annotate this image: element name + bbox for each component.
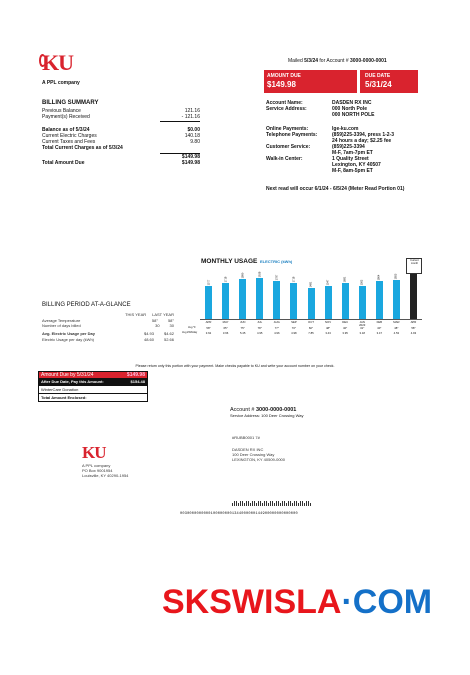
amount-due-label: AMOUNT DUE (267, 73, 301, 79)
mailed-label: Mailed (288, 58, 303, 64)
mail-code: #RUBB0001 7# (232, 435, 260, 440)
barcode-bar (270, 501, 271, 506)
watermark (162, 584, 432, 620)
billing-summary (42, 100, 200, 166)
month-label: JUL (257, 320, 263, 324)
chart-legend: ELECTRIC (kWh) (260, 259, 293, 264)
barcode-bar (248, 501, 249, 506)
account-row (266, 112, 426, 118)
remit-logo-text: KU (82, 443, 106, 462)
stub-amount-due-row (39, 372, 147, 378)
barcode-bar (232, 503, 233, 506)
amount-due-value: $149.98 (267, 80, 296, 89)
temp-label: 40° (343, 326, 348, 330)
barcode-bar (306, 501, 307, 506)
summary-label: Payment(s) Received (42, 114, 90, 120)
barcode-bar (294, 501, 295, 506)
barcode-bar (244, 503, 245, 506)
month-label: JUN (239, 320, 246, 324)
contact-value: Lexington, KY 40507 (332, 162, 381, 168)
total-enclosed-label: Total Amount Enclosed: (41, 395, 87, 400)
glance-row (42, 337, 174, 342)
kwh-day-label: 4.93 (410, 331, 417, 335)
account-value: 000 NORTH POLE (332, 112, 375, 118)
postal-barcode (232, 493, 312, 498)
glance-row (42, 323, 174, 328)
stub-account-number: 3000-0000-0001 (256, 407, 297, 413)
month-label: AUG (273, 320, 280, 324)
glance-this-year: 48.60 (143, 336, 154, 342)
mail-line: LEXINGTON, KY 40509-0000 (232, 457, 285, 462)
remit-logo (82, 444, 106, 463)
usage-chart (182, 258, 422, 340)
barcode-bar (262, 503, 263, 506)
usage-bar (239, 279, 246, 319)
barcode-bar (246, 501, 247, 506)
temp-label: 77° (274, 326, 279, 330)
month-label: SEP (291, 320, 297, 324)
stub-instructions: Please return only this portion with your payment. Make checks payable to KU and write your account number on your check. (135, 364, 335, 368)
kwh-row-label: Avg kWh/day (182, 331, 198, 334)
remit-line: Louisville, KY 40290-1954 (82, 473, 129, 478)
account-info (266, 100, 426, 192)
usage-bar-label: 1577 (207, 279, 211, 285)
usage-bar (290, 283, 297, 320)
barcode-bar (272, 501, 273, 506)
company-tagline: A PPL company (42, 80, 80, 86)
contact-label (266, 168, 332, 174)
glance-col-this-year: THIS YEAR (125, 312, 147, 317)
contact-value: M-F, 8am-5pm ET (332, 168, 373, 174)
total-current-row (42, 145, 200, 151)
barcode-bar (274, 503, 275, 506)
temp-label: 58° (206, 326, 211, 330)
balance-label: Balance as of 5/3/24 (42, 127, 90, 133)
summary-row (42, 114, 200, 120)
month-label: NOV (325, 320, 332, 324)
usage-bar (273, 281, 280, 319)
contact-label: Online Payments: (266, 126, 309, 132)
stub-after-due-value: $154.48 (130, 379, 145, 384)
usage-bar-label: 1718 (292, 276, 296, 282)
logo-swoosh-icon (39, 54, 46, 67)
contact-row (266, 168, 426, 174)
kwh-day-label: 4.96 (274, 331, 280, 335)
stub-account (230, 407, 303, 418)
temp-label: 78° (257, 326, 262, 330)
kwh-day-label: 3.43 (325, 331, 331, 335)
usage-bar-label: 1547 (326, 279, 330, 286)
stub-amount-due-label: Amount Due by 5/31/24 (41, 372, 94, 378)
kwh-day-label: 3.18 (359, 331, 365, 335)
kwh-day-label: 3.47 (376, 331, 383, 335)
usage-bar (359, 286, 366, 319)
summary-value: 121.16 (184, 108, 200, 114)
contact-value: lge-ku.com (332, 126, 359, 132)
temp-row-label: Avg °F (188, 326, 196, 329)
usage-bar-label: 1890 (241, 272, 245, 279)
month-label: MAY (222, 320, 229, 324)
charge-label: Current Electric Charges (42, 133, 97, 139)
account-label (266, 112, 332, 118)
usage-bar-label: 1718 (224, 276, 228, 282)
total-due-label: Total Amount Due (42, 160, 85, 166)
mail-address (232, 447, 285, 462)
next-read-notice: Next read will occur 6/1/24 - 6/5/24 (Meter Read Portion 01) (266, 186, 405, 192)
kwh-day-label: 5.45 (239, 331, 246, 335)
temp-label: 48° (394, 326, 399, 330)
total-due-value: $149.98 (181, 160, 200, 166)
ku-logo-text: KU (42, 50, 73, 75)
summary-label: Previous Balance (42, 108, 81, 114)
usage-bar-label: 1928 (258, 271, 262, 278)
contact-value: M-F, 7am-7pm ET (332, 150, 373, 156)
month-label: JAN (359, 320, 365, 324)
kwh-day-label: 7.85 (308, 331, 314, 335)
usage-bar-label: 1804 (377, 274, 381, 281)
charge-label: Current Taxes and Fees (42, 139, 96, 145)
total-enclosed-row[interactable] (39, 393, 147, 401)
mailed-header (288, 58, 387, 64)
glance-box (42, 302, 174, 342)
glance-this-year: $4.93 (143, 331, 154, 336)
barcode-bar (252, 501, 253, 506)
total-current-label: Total Current Charges as of 5/3/24 (42, 145, 123, 151)
barcode-bar (298, 503, 299, 506)
usage-bar (205, 286, 212, 320)
summary-value: - 121.16 (181, 114, 200, 120)
usage-bar-label: 1481 (309, 281, 313, 287)
balance-value: $0.00 (187, 127, 200, 133)
temp-label: 31° (360, 326, 365, 330)
total-due-row (42, 160, 200, 166)
barcode-bar (256, 503, 257, 506)
total-current-value: $149.98 (181, 154, 200, 160)
month-label: APR (410, 320, 417, 324)
account-label: Service Address: (266, 106, 307, 112)
stub-amount-box (38, 371, 148, 402)
contact-label: Walk-in Center: (266, 156, 303, 162)
barcode-bar (290, 501, 291, 506)
month-label: MAR (393, 320, 400, 324)
winter-care-label: WinterCare Donation (41, 387, 79, 392)
barcode-bar (276, 501, 277, 506)
watermark-dot: · (341, 583, 353, 621)
contact-value: 1 Quality Street (332, 156, 369, 162)
winter-care-row[interactable] (39, 385, 147, 393)
remit-line: PO Box 9001954 (82, 468, 113, 473)
month-label: OCT (308, 320, 314, 324)
remit-address (82, 463, 128, 478)
barcode-bar (296, 501, 297, 506)
barcode-bar (304, 503, 305, 506)
watermark-suffix: COM (352, 583, 433, 621)
stub-service-address: Service Address: 100 Deer Crossing Way (230, 413, 304, 418)
year-label: 2023 (359, 323, 366, 327)
watermark-text: SKSWISLA (162, 583, 342, 621)
mail-line: 100 Deer Crossing Way (232, 452, 275, 457)
barcode-bar (268, 503, 269, 506)
kwh-day-label: 4.53 (393, 331, 400, 335)
usage-bar-label: 1787 (275, 274, 279, 281)
kwh-day-label: 3.95 (342, 331, 348, 335)
barcode-bar (282, 501, 283, 506)
due-date-value: 5/31/24 (365, 80, 392, 89)
header-account-number: 3000-0000-0001 (350, 58, 387, 64)
account-value: 000 North Pole (332, 106, 368, 112)
mailed-date: 5/3/24 (304, 58, 319, 64)
barcode-bar (236, 501, 237, 506)
month-label: FEB (376, 320, 383, 324)
glance-this-year: 30 (155, 323, 160, 328)
glance-label: Number of days billed (42, 323, 81, 328)
usage-bar (393, 280, 400, 319)
glance-values (155, 323, 174, 328)
barcode-bar (258, 501, 259, 506)
glance-this-year: 58° (151, 317, 158, 323)
due-date-box (360, 70, 418, 93)
contact-value: (859)225-3394 (332, 144, 365, 150)
contact-value: (859)225-3394, press 1-2-3 (332, 132, 394, 138)
charge-value: 9.80 (190, 139, 200, 145)
temp-label: 75° (240, 326, 245, 330)
kwh-day-label: 3.66 (222, 331, 229, 335)
barcode-bar (310, 503, 311, 506)
kwh-day-label: 4.98 (291, 331, 297, 335)
stub-amount-due-value: $149.98 (126, 372, 145, 378)
barcode-bar (280, 503, 281, 506)
month-label: DEC (342, 320, 349, 324)
glance-last-year: $4.62 (163, 331, 174, 336)
barcode-bar (250, 503, 251, 506)
barcode-bar (266, 501, 267, 506)
usage-bar (410, 271, 417, 319)
month-label: APR (205, 320, 212, 324)
stub-after-due-row (39, 378, 147, 385)
usage-bar-label: 1681 (343, 276, 347, 283)
barcode-bar (242, 501, 243, 506)
usage-bar (222, 283, 229, 320)
barcode-bar (308, 501, 309, 506)
usage-bar (308, 288, 315, 319)
glance-values (152, 318, 174, 323)
barcode-bar (300, 501, 301, 506)
barcode-bar (292, 503, 293, 506)
usage-bar-label: 1562 (360, 279, 364, 286)
glance-col-last-year: LAST YEAR (152, 312, 174, 317)
billing-summary-title: BILLING SUMMARY (42, 100, 99, 106)
temp-label: 65° (223, 326, 228, 330)
account-value: DASDEN RX INC (332, 100, 372, 106)
temp-label: 60° (308, 326, 314, 330)
contact-value: 24 hours a day; $2.25 fee (332, 138, 392, 144)
glance-last-year: 58° (167, 317, 174, 323)
usage-bar (376, 281, 383, 319)
kwh-day-label: 3.62 (205, 331, 212, 335)
barcode-bar (288, 501, 289, 506)
stub-account-label: Account # (230, 407, 255, 413)
account-label: Account Name: (266, 100, 303, 106)
glance-last-year: 52.66 (163, 336, 174, 342)
barcode-bar (260, 501, 261, 506)
kwh-day-label: 4.95 (257, 331, 263, 335)
stub-after-due-label: After Due Date, Pay this Amount: (41, 379, 104, 384)
barcode-bar (234, 501, 235, 506)
barcode-bar (238, 503, 239, 506)
temp-label: 48° (325, 326, 331, 330)
glance-values (144, 337, 174, 342)
amount-due-box (264, 70, 357, 93)
glance-row (42, 331, 174, 336)
temp-label: 40° (377, 326, 382, 330)
contact-label: Customer Service: (266, 144, 311, 150)
chart-title: MONTHLY USAGE (201, 258, 258, 265)
glance-row (42, 318, 174, 323)
usage-bar-label: 1855 (394, 273, 398, 279)
barcode-bar (264, 501, 265, 506)
contact-label: Telephone Payments: (266, 132, 318, 138)
due-date-label: DUE DATE (365, 73, 391, 79)
remit-line: A PPL company (82, 463, 111, 468)
glance-last-year: 30 (169, 323, 174, 328)
glance-label: Average Temperature (42, 317, 81, 323)
glance-title: BILLING PERIOD AT-A-GLANCE (42, 302, 131, 308)
barcode-bar (240, 501, 241, 506)
glance-label: Avg. Electric Usage per Day (42, 331, 95, 336)
for-account-label: for Account # (319, 58, 349, 64)
mail-line: DASDEN RX INC (232, 447, 264, 452)
barcode-bar (302, 501, 303, 506)
barcode-bar (254, 501, 255, 506)
charge-value: 140.18 (184, 133, 200, 139)
glance-values (144, 331, 174, 336)
usage-bar (256, 278, 263, 319)
usage-bar (342, 283, 349, 319)
barcode-bar (286, 503, 287, 506)
usage-bar (325, 286, 332, 319)
scanline: 00300000000001000000001344000000144900000000000000 (180, 512, 298, 516)
barcode-bar (284, 501, 285, 506)
temp-label: 58° (411, 326, 416, 330)
barcode-bar (278, 501, 279, 506)
ku-logo (42, 52, 72, 74)
glance-label: Electric Usage per day (kWh) (42, 336, 95, 342)
current-month-callout: Current month (406, 258, 422, 274)
temp-label: 70° (291, 326, 297, 330)
